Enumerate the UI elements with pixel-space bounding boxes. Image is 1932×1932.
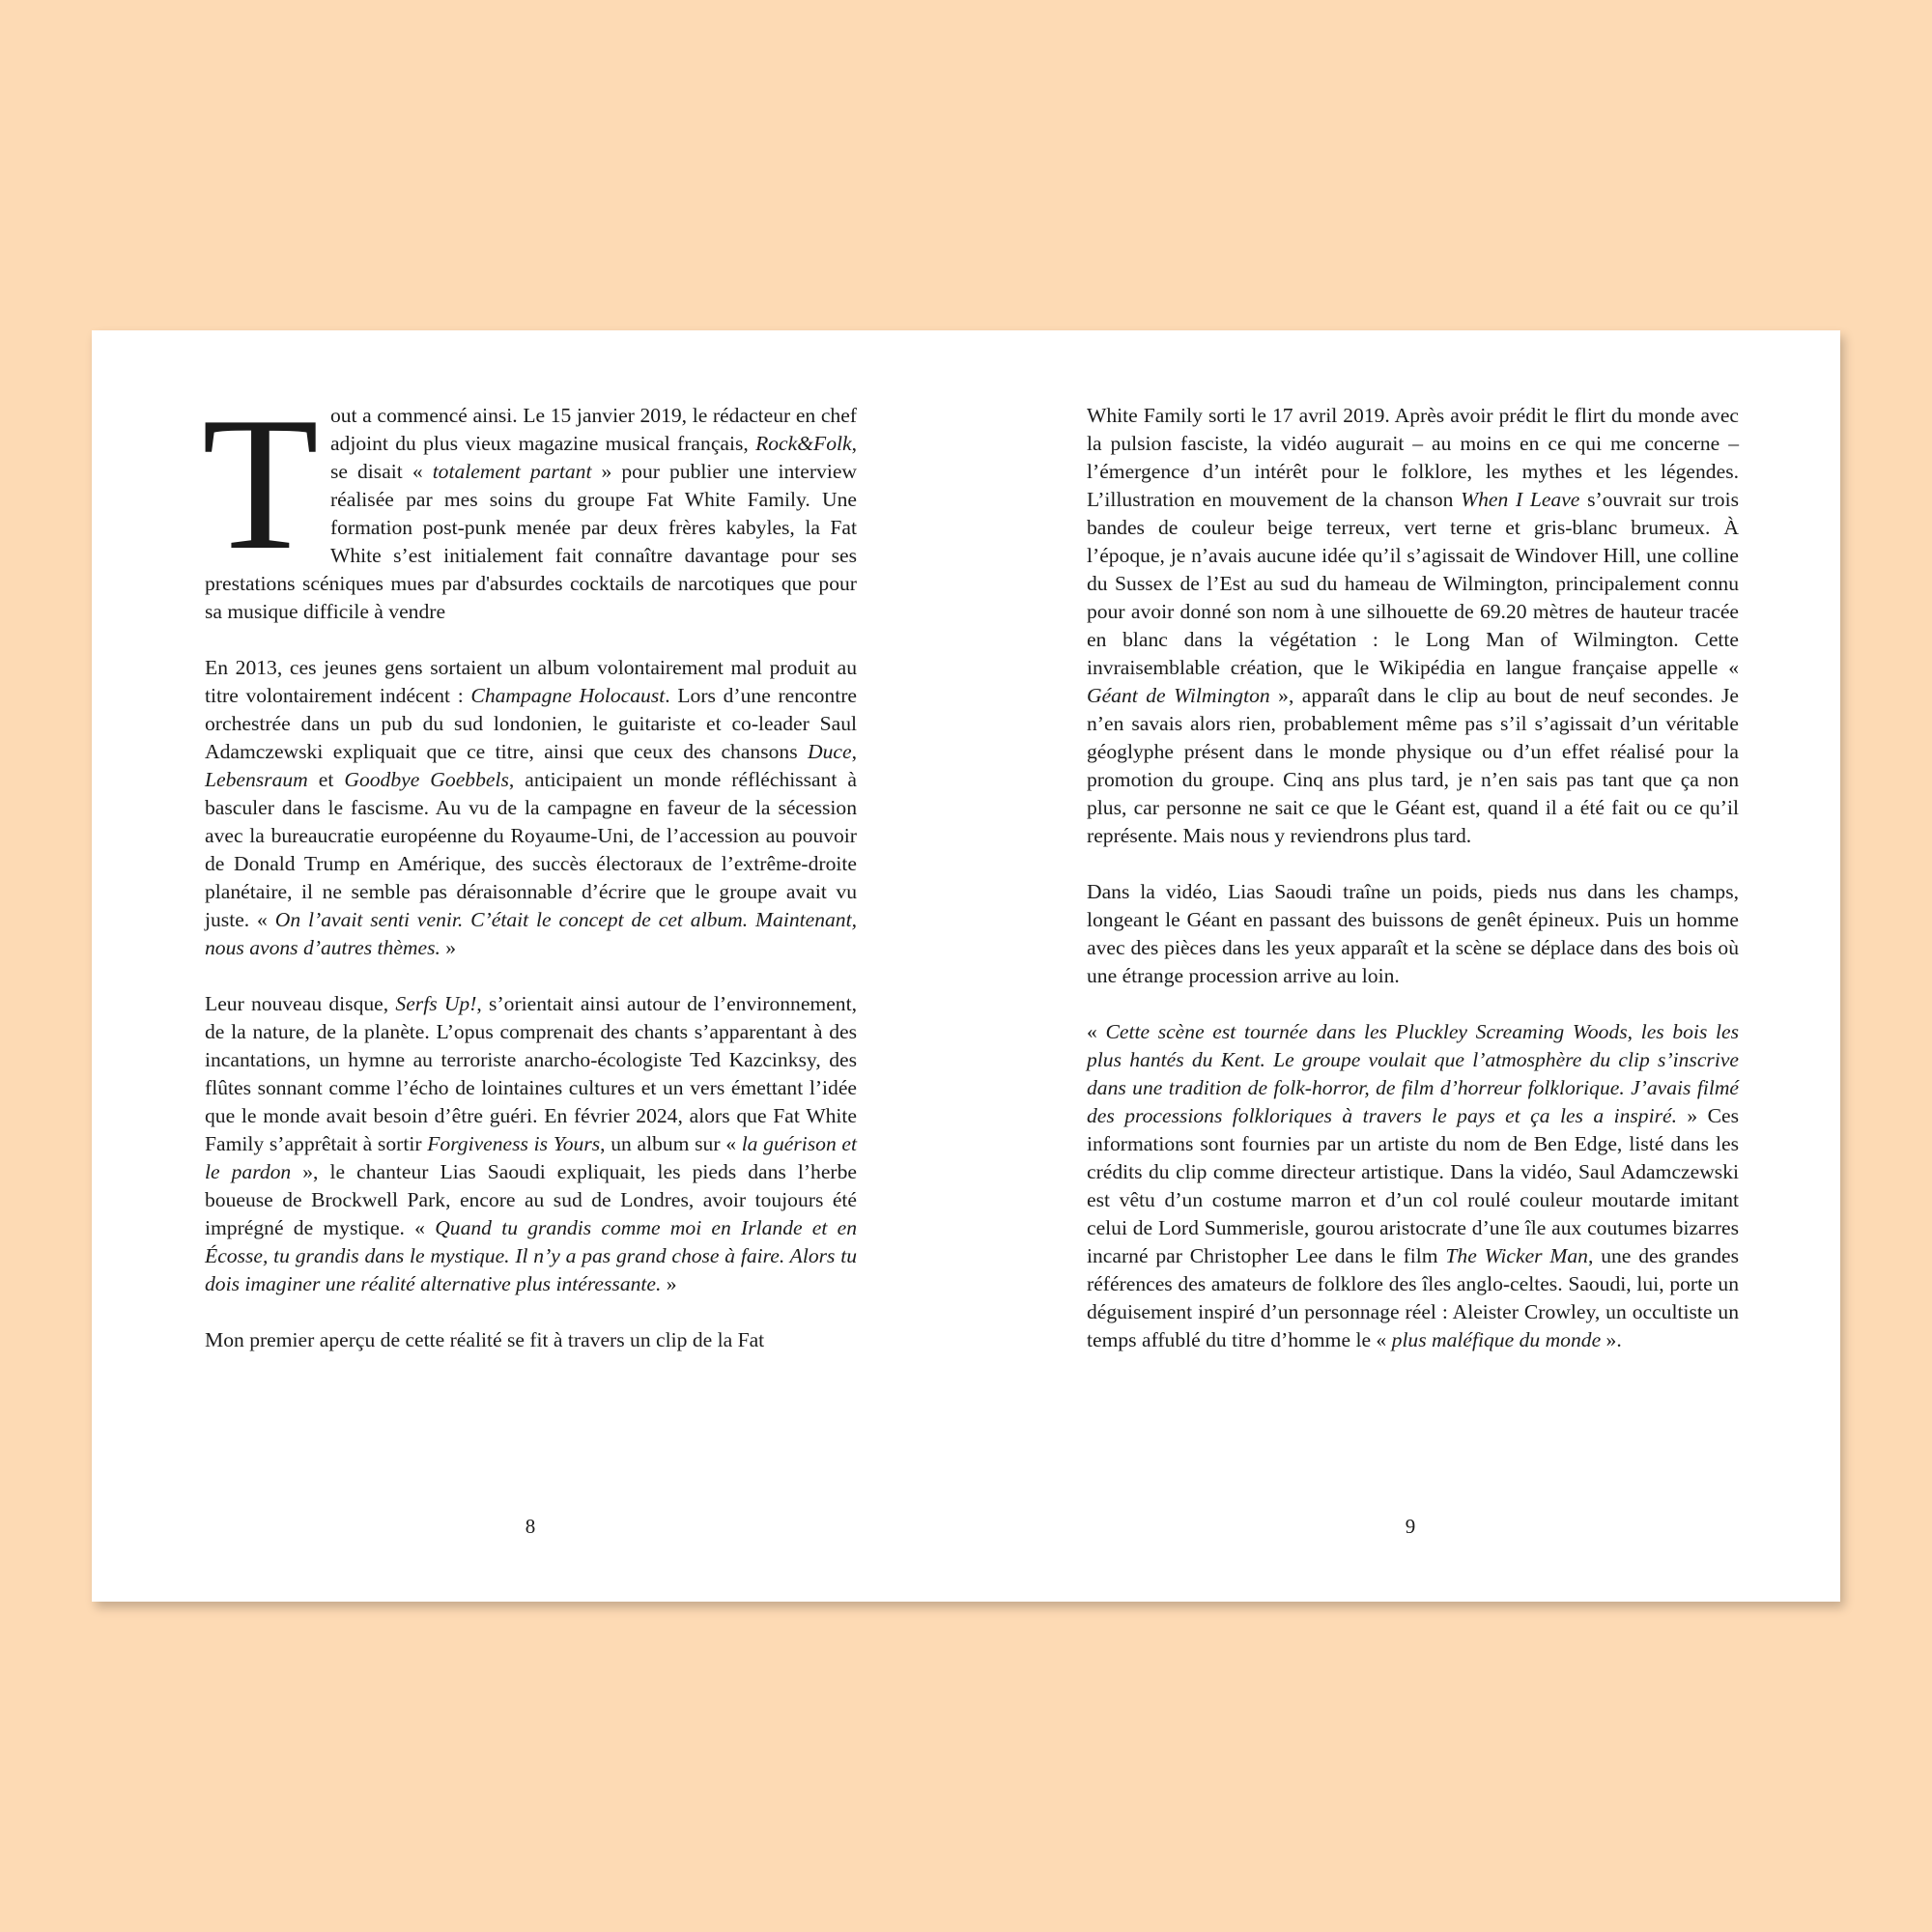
text-run: , une des grandes références des amateurs de folklore des îles anglo-celtes. Saoudi, lui, porte un déguisement inspiré d’un personnage réel : Aleister Crowley, un occultiste un temps affublé du titre d’homme le «	[1087, 1244, 1739, 1351]
text-run: Mon premier aperçu de cette réalité se fit à travers un clip de la Fat	[205, 1328, 765, 1351]
paragraph	[205, 990, 857, 1298]
italic-run: Champagne Holocaust	[470, 684, 666, 707]
italic-run: Serfs Up!	[395, 992, 477, 1015]
text-run: » pour publier une interview réalisée par mes soins du groupe Fat White Family. Une formation post-punk menée par deux frères kabyles, la Fat White s’est initialement fait connaître davantage pour ses prestations scéniques mues par d'absurdes cocktails de narcotiques que pour sa musique difficile à vendre	[205, 460, 858, 623]
italic-run: plus maléfique du monde	[1391, 1328, 1602, 1351]
text-run: Leur nouveau disque,	[205, 992, 396, 1015]
italic-run: Lebensraum	[205, 768, 308, 791]
text-run: Dans la vidéo, Lias Saoudi traîne un poids, pieds nus dans les champs, longeant le Géant en passant des buissons de genêt épineux. Puis un homme avec des pièces dans les yeux apparaît et la scène se déplace dans des bois où une étrange procession arrive au loin.	[1087, 880, 1739, 987]
left-page-text	[202, 378, 858, 1354]
text-run: , anticipaient un monde réfléchissant à basculer dans le fascisme. Au vu de la campagne en faveur de la sécession avec la bureaucratie européenne du Royaume-Uni, de l’accession au pouvoir de Donald Trump en Amérique, des succès électoraux de l’extrême-droite planétaire, il ne semble pas déraisonnable d’écrire que le groupe avait vu juste. «	[205, 768, 858, 931]
text-run: White Family sorti le 17 avril 2019. Après avoir prédit le flirt du monde avec la pulsion fasciste, la vidéo augurait – au moins en ce qui me concerne – l’émergence d’un intérêt pour le folklore, les mythes et les légendes. L’illustration en mouvement de la chanson	[1087, 404, 1739, 511]
paragraph	[1087, 402, 1739, 850]
italic-run: The Wicker Man	[1445, 1244, 1588, 1267]
italic-run: Goodbye Goebbels	[344, 768, 509, 791]
italic-run: Forgiveness is Yours	[427, 1132, 601, 1155]
paragraph	[1087, 1018, 1739, 1354]
page-number-left: 8	[525, 1515, 536, 1538]
drop-cap: T	[202, 378, 319, 589]
italic-run: totalement partant	[432, 460, 592, 483]
text-run: et	[307, 768, 345, 791]
italic-run: Rock&Folk	[755, 432, 852, 455]
text-run: . Lors d’une rencontre orchestrée dans un pub du sud londonien, le guitariste et co-leader Saul Adamczewski expliquait que ce titre, ainsi que ceux des chansons	[205, 684, 858, 763]
right-page-text	[1087, 402, 1739, 1354]
text-run: out a commencé ainsi. Le 15 janvier 2019, le rédacteur en chef adjoint du plus vieux magazine musical français,	[329, 404, 857, 455]
italic-run: la guérison et le pardon	[205, 1132, 858, 1183]
text-run: »	[661, 1272, 677, 1295]
italic-run: Cette scène est tournée dans les Pluckley Screaming Woods, les bois les plus hantés du Kent. Le groupe voulait que l’atmosphère du clip s’inscrive dans une tradition de folk-horror, de film d’horreur folklorique. J’avais filmé des processions folkloriques à travers le pays et ça les a inspiré.	[1087, 1020, 1739, 1127]
text-run: s’ouvrait sur trois bandes de couleur beige terreux, vert terne et gris-blanc brumeux. À l’époque, je n’avais aucune idée qu’il s’agissait de Windover Hill, une colline du Sussex de l’Est au sud du hameau de Wilmington, principalement connu pour avoir donné son nom à une silhouette de 69.20 mètres de hauteur tracée en blanc dans la végétation : le Long Man of Wilmington. Cette invraisemblable création, que le Wikipédia en langue française appelle «	[1087, 488, 1739, 679]
text-run: », le chanteur Lias Saoudi expliquait, les pieds dans l’herbe boueuse de Brockwell Park, encore au sud de Londres, avoir toujours été imprégné de mystique. «	[205, 1160, 857, 1239]
text-run: ,	[851, 740, 857, 763]
text-run: «	[1087, 1020, 1106, 1043]
page-number-right: 9	[1405, 1515, 1416, 1538]
italic-run: Géant de Wilmington	[1087, 684, 1270, 707]
italic-run: When I Leave	[1461, 488, 1580, 511]
italic-run: Quand tu grandis comme moi en Irlande et en Écosse, tu grandis dans le mystique. Il n’y a pas grand chose à faire. Alors tu dois imaginer une réalité alternative plus intéressante.	[205, 1216, 857, 1295]
text-run: », apparaît dans le clip au bout de neuf secondes. Je n’en savais alors rien, probablement même pas s’il s’agissait d’un véritable géoglyphe présent dans le monde physique ou d’un effet réalisé pour la promotion du groupe. Cinq ans plus tard, je n’en sais pas tant que ça non plus, car personne ne sait ce que le Géant est, quand il a été fait ou ce qu’il représente. Mais nous y reviendrons plus tard.	[1087, 684, 1739, 847]
book-spread	[92, 330, 1840, 1602]
paragraph	[1087, 878, 1739, 990]
text-run: , un album sur «	[600, 1132, 742, 1155]
text-run: ».	[1601, 1328, 1622, 1351]
italic-run: On l’avait senti venir. C’était le concept de cet album. Maintenant, nous avons d’autres thèmes.	[205, 908, 857, 959]
paragraph	[205, 654, 857, 962]
text-run: »	[440, 936, 457, 959]
text-run: , s’orientait ainsi autour de l’environnement, de la nature, de la planète. L’opus comprenait des chants s’apparentant à des incantations, un hymne au terroriste anarcho-écologiste Ted Kazcinksy, des flûtes sonnant comme l’écho de lointaines cultures et un vers émettant l’idée que le monde avait besoin d’être guéri. En février 2024, alors que Fat White Family s’apprêtait à sortir	[205, 992, 857, 1155]
text-run: En 2013, ces jeunes gens sortaient un album volontairement mal produit au titre volontairement indécent :	[205, 656, 857, 707]
text-run: , se disait «	[329, 432, 857, 483]
text-run: » Ces informations sont fournies par un artiste du nom de Ben Edge, listé dans les crédits du clip comme directeur artistique. Dans la vidéo, Saul Adamczewski est vêtu d’un costume marron et d’un col roulé couleur moutarde imitant celui de Lord Summerisle, gourou aristocrate d’une île aux coutumes bizarres incarné par Christopher Lee dans le film	[1087, 1104, 1740, 1267]
paragraph	[205, 1326, 857, 1354]
italic-run: Duce	[808, 740, 852, 763]
